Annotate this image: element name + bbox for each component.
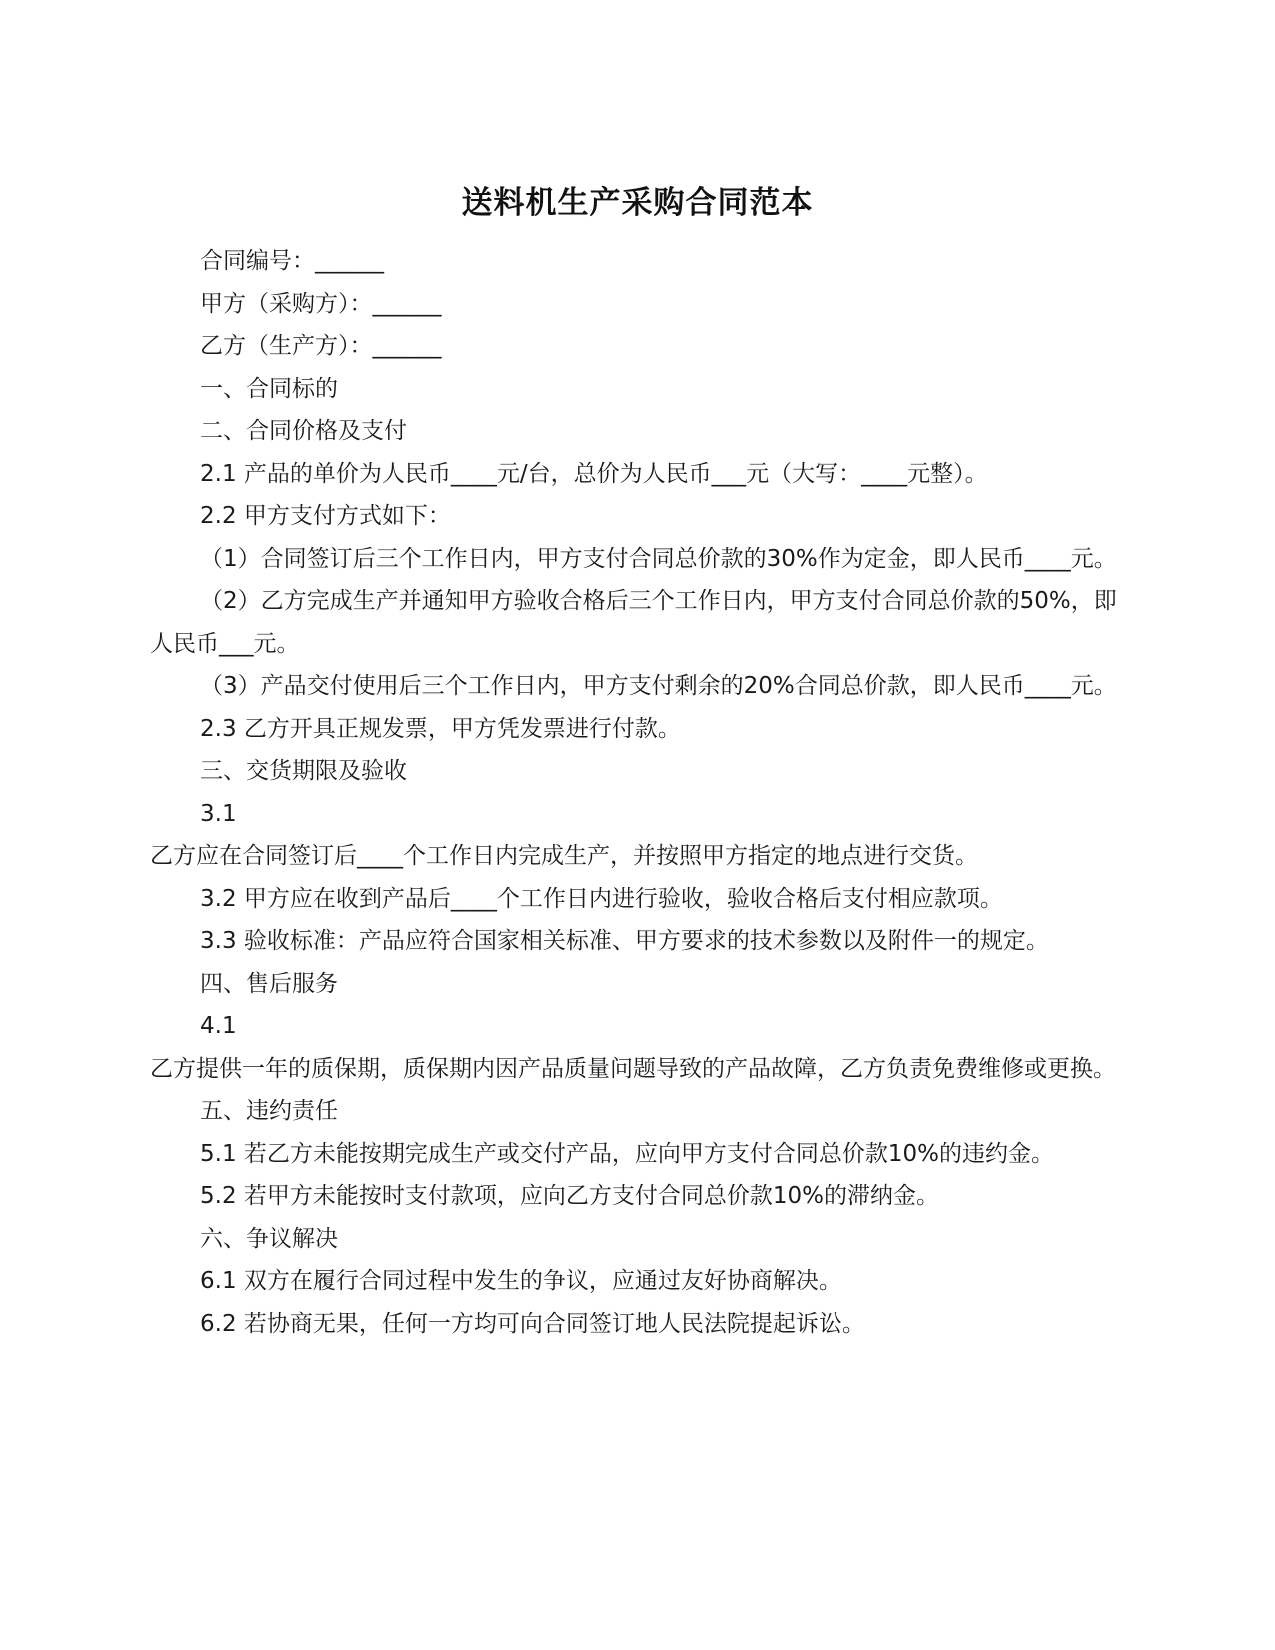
clause-3-1-number: 3.1 bbox=[200, 800, 237, 827]
party-a-field: 甲方（采购方）：______ bbox=[200, 290, 442, 317]
clause-5-2: 5.2 若甲方未能按时支付款项，应向乙方支付合同总价款10%的滞纳金。 bbox=[200, 1183, 940, 1209]
clause-3-2: 3.2 甲方应在收到产品后____个工作日内进行验收，验收合格后支付相应款项。 bbox=[200, 885, 1003, 912]
section-6-heading: 六、争议解决 bbox=[200, 1225, 338, 1252]
clause-6-2: 6.2 若协商无果，任何一方均可向合同签订地人民法院提起诉讼。 bbox=[200, 1310, 865, 1337]
section-4-heading: 四、售后服务 bbox=[200, 970, 338, 997]
clause-2-1: 2.1 产品的单价为人民币____元/台，总价为人民币___元（大写：____元整）。 bbox=[200, 460, 988, 487]
payment-term-2: （2）乙方完成生产并通知甲方验收合格后三个工作日内，甲方支付合同总价款的50%，即人民币___元。 bbox=[150, 588, 1117, 657]
payment-term-1: （1）合同签订后三个工作日内，甲方支付合同总价款的30%作为定金，即人民币____元。 bbox=[200, 545, 1117, 572]
section-2-heading: 二、合同价格及支付 bbox=[200, 418, 407, 444]
clause-4-1-number: 4.1 bbox=[200, 1013, 237, 1039]
clause-2-2: 2.2 甲方支付方式如下： bbox=[200, 503, 451, 529]
party-b-field: 乙方（生产方）：______ bbox=[200, 333, 442, 359]
section-3-heading: 三、交货期限及验收 bbox=[200, 758, 407, 784]
clause-2-3: 2.3 乙方开具正规发票，甲方凭发票进行付款。 bbox=[200, 715, 681, 742]
document-title: 送料机生产采购合同范本 bbox=[461, 185, 814, 221]
contract-number-field: 合同编号：______ bbox=[200, 248, 384, 274]
document-body bbox=[150, 240, 1125, 1345]
section-5-heading: 五、违约责任 bbox=[200, 1098, 338, 1124]
clause-6-1: 6.1 双方在履行合同过程中发生的争议，应通过友好协商解决。 bbox=[200, 1268, 842, 1294]
clause-5-1: 5.1 若乙方未能按期完成生产或交付产品，应向甲方支付合同总价款10%的违约金。 bbox=[200, 1140, 1055, 1167]
clause-3-1-text: 乙方应在合同签订后____个工作日内完成生产，并按照甲方指定的地点进行交货。 bbox=[150, 843, 978, 869]
payment-term-3: （3）产品交付使用后三个工作日内，甲方支付剩余的20%合同总价款，即人民币____元。 bbox=[200, 673, 1117, 699]
clause-3-3: 3.3 验收标准：产品应符合国家相关标准、甲方要求的技术参数以及附件一的规定。 bbox=[200, 928, 1049, 954]
section-1-heading: 一、合同标的 bbox=[200, 375, 338, 402]
clause-4-1-text: 乙方提供一年的质保期，质保期内因产品质量问题导致的产品故障，乙方负责免费维修或更换。 bbox=[150, 1055, 1116, 1082]
